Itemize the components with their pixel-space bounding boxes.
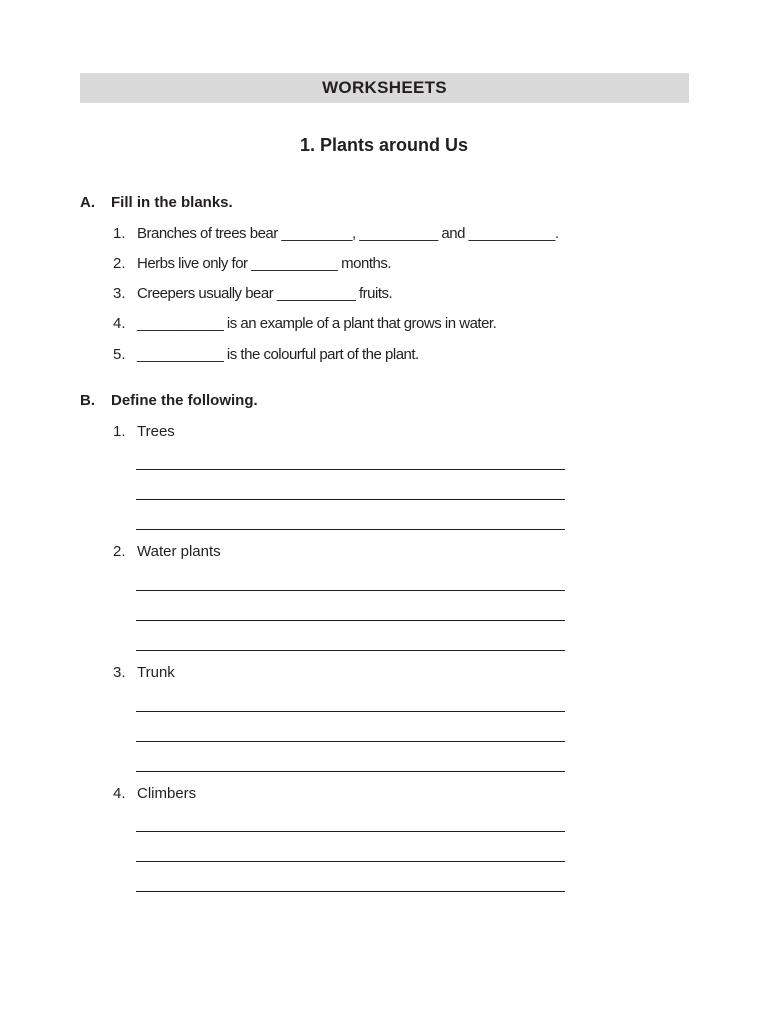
fill-blank-question [113,315,496,332]
question-number: 3. [113,664,126,681]
question-number: 4. [113,785,126,802]
question-text: Trees [137,423,175,440]
question-text: Climbers [137,785,197,802]
define-question [113,785,196,802]
section-a-letter: A. [80,194,95,211]
section-b-letter: B. [80,392,95,409]
chapter-title: 1. Plants around Us [299,135,469,155]
answer-line[interactable] [136,891,565,892]
answer-line[interactable] [136,590,565,591]
define-question [113,664,175,681]
fill-blank-question [113,225,559,242]
define-question [113,543,221,560]
answer-line[interactable] [136,711,565,712]
question-text: Herbs live only for ___________ months. [137,255,392,272]
answer-line[interactable] [136,650,565,651]
question-number: 3. [113,285,126,302]
answer-line[interactable] [136,741,565,742]
answer-line[interactable] [136,499,565,500]
question-text: ___________ is the colourful part of the plant. [137,346,419,363]
question-number: 1. [113,225,126,242]
worksheets-title: WORKSHEETS [322,78,447,97]
question-text: ___________ is an example of a plant that grows in water. [137,315,497,332]
question-text: Trunk [137,664,175,681]
section-a-heading [80,194,233,211]
question-number: 4. [113,315,126,332]
question-number: 5. [113,346,126,363]
section-b-title: Define the following. [111,392,258,409]
question-text: Branches of trees bear _________, __________ and ___________. [137,225,559,242]
question-text: Creepers usually bear __________ fruits. [137,285,393,302]
fill-blank-question [113,255,391,272]
answer-line[interactable] [136,771,565,772]
section-b-heading [80,392,258,409]
answer-line[interactable] [136,620,565,621]
define-question [113,423,175,440]
answer-line[interactable] [136,529,565,530]
worksheets-header [80,73,689,103]
question-number: 1. [113,423,126,440]
answer-line[interactable] [136,469,565,470]
answer-line[interactable] [136,831,565,832]
fill-blank-question [113,285,392,302]
section-a-title: Fill in the blanks. [111,194,233,211]
answer-line[interactable] [136,861,565,862]
question-number: 2. [113,255,126,272]
question-number: 2. [113,543,126,560]
fill-blank-question [113,346,419,363]
question-text: Water plants [137,543,221,560]
